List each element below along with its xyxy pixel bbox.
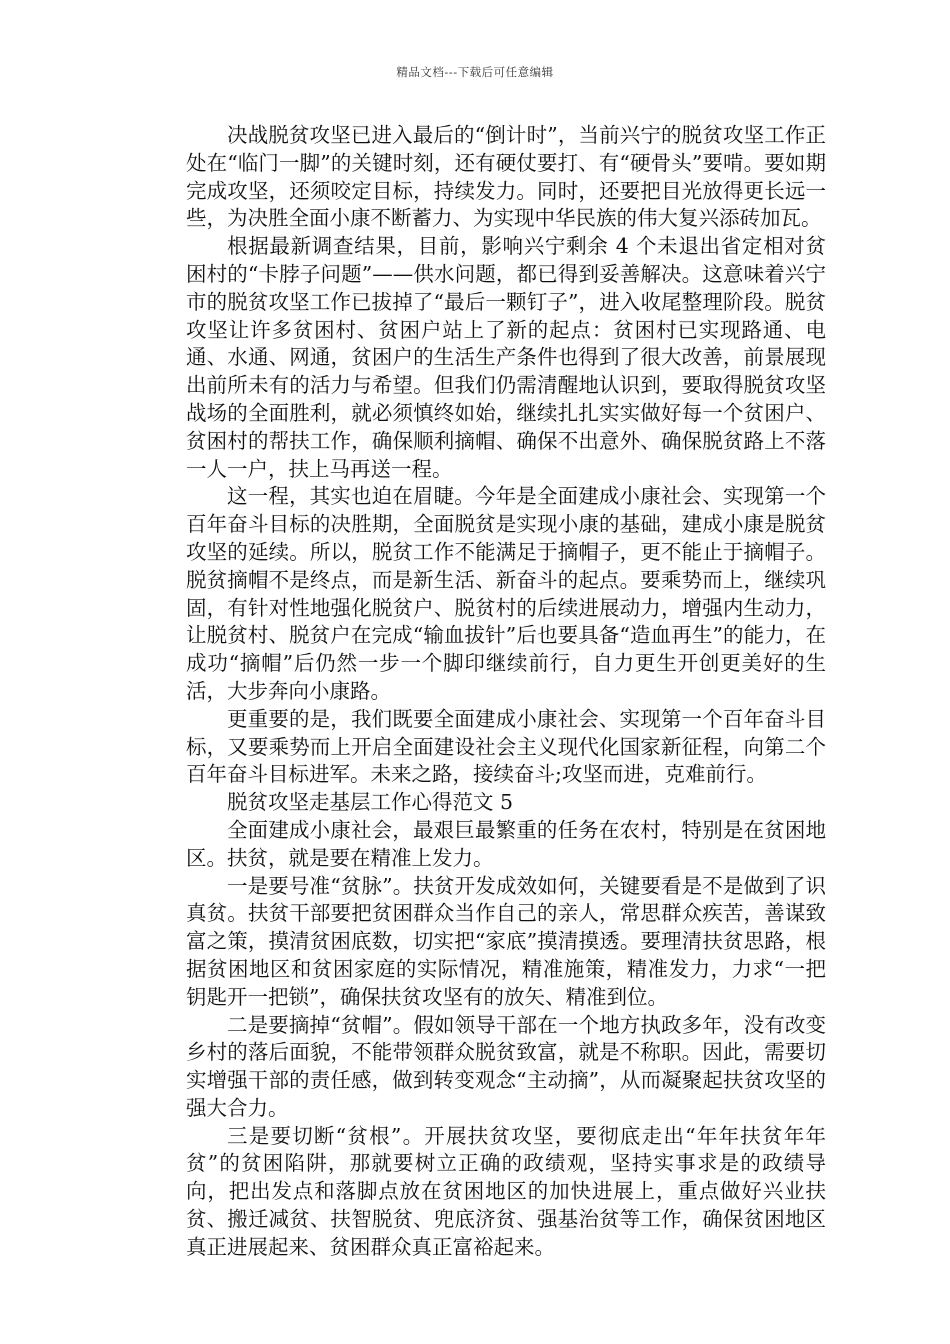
- paragraph-4: 更重要的是，我们既要全面建成小康社会、实现第一个百年奋斗目标，又要乘势而上开启全面建设社会主义现代化国家新征程，向第二个百年奋斗目标进军。未来之路，接续奋斗;攻坚而进，克难前行。: [186, 706, 826, 787]
- paragraph-7: 二是要摘掉“贫帽”。假如领导干部在一个地方执政多年，没有改变乡村的落后面貌，不能带领群众脱贫致富，就是不称职。因此，需要切实增强干部的责任感，做到转变观念“主动摘”，从而凝聚起扶贫攻坚的强大合力。: [186, 1012, 826, 1120]
- paragraph-1: 决战脱贫攻坚已进入最后的“倒计时”，当前兴宁的脱贫攻坚工作正处在“临门一脚”的关键时刻，还有硬仗要打、有“硬骨头”要啃。要如期完成攻坚，还须咬定目标，持续发力。同时，还要把目光放得更长远一些，为决胜全面小康不断蓄力、为实现中华民族的伟大复兴添砖加瓦。: [186, 123, 826, 231]
- paragraph-8: 三是要切断“贫根”。开展扶贫攻坚，要彻底走出“年年扶贫年年贫”的贫困陷阱，那就要树立正确的政绩观，坚持实事求是的政绩导向，把出发点和落脚点放在贫困地区的加快进展上，重点做好兴业扶贫、搬迁减贫、扶智脱贫、兜底济贫、强基治贫等工作，确保贫困地区真正进展起来、贫困群众真正富裕起来。: [186, 1123, 826, 1259]
- paragraph-6: 一是要号准“贫脉”。扶贫开发成效如何，关键要看是不是做到了识真贫。扶贫干部要把贫困群众当作自己的亲人，常思群众疾苦，善谋致富之策，摸清贫困底数，切实把“家底”摸清摸透。要理清扶贫思路，根据贫困地区和贫困家庭的实际情况，精准施策，精准发力，力求“一把钥匙开一把锁”，确保扶贫攻坚有的放矢、精准到位。: [186, 873, 826, 1009]
- paragraph-2: 根据最新调查结果，目前，影响兴宁剩余 4 个未退出省定相对贫困村的“卡脖子问题”——供水问题，都已得到妥善解决。这意味着兴宁市的脱贫攻坚工作已拔掉了“最后一颗钉子”，进入收尾整理阶段。脱贫攻坚让许多贫困村、贫困户站上了新的起点：贫困村已实现路通、电通、水通、网通，贫困户的生活生产条件也得到了很大改善，前景展现出前所未有的活力与希望。但我们仍需清醒地认识到，要取得脱贫攻坚战场的全面胜利，就必须慎终如始，继续扎扎实实做好每一个贫困户、贫困村的帮扶工作，确保顺利摘帽、确保不出意外、确保脱贫路上不落一人一户，扶上马再送一程。: [186, 234, 826, 481]
- section-title: 脱贫攻坚走基层工作心得范文 5: [227, 790, 514, 815]
- paragraph-3: 这一程，其实也迫在眉睫。今年是全面建成小康社会、实现第一个百年奋斗目标的决胜期，全面脱贫是实现小康的基础，建成小康是脱贫攻坚的延续。所以，脱贫工作不能满足于摘帽子，更不能止于摘帽子。脱贫摘帽不是终点，而是新生活、新奋斗的起点。要乘势而上，继续巩固，有针对性地强化脱贫户、脱贫村的后续进展动力，增强内生动力，让脱贫村、脱贫户在完成“输血拔针”后也要具备“造血再生”的能力，在成功“摘帽”后仍然一步一个脚印继续前行，自力更生开创更美好的生活，大步奔向小康路。: [186, 484, 826, 703]
- document-body: [186, 122, 826, 1262]
- page-header: 精品文档---下载后可任意编辑: [396, 65, 554, 79]
- paragraph-5: 全面建成小康社会，最艰巨最繁重的任务在农村，特别是在贫困地区。扶贫，就是要在精准上发力。: [186, 817, 826, 870]
